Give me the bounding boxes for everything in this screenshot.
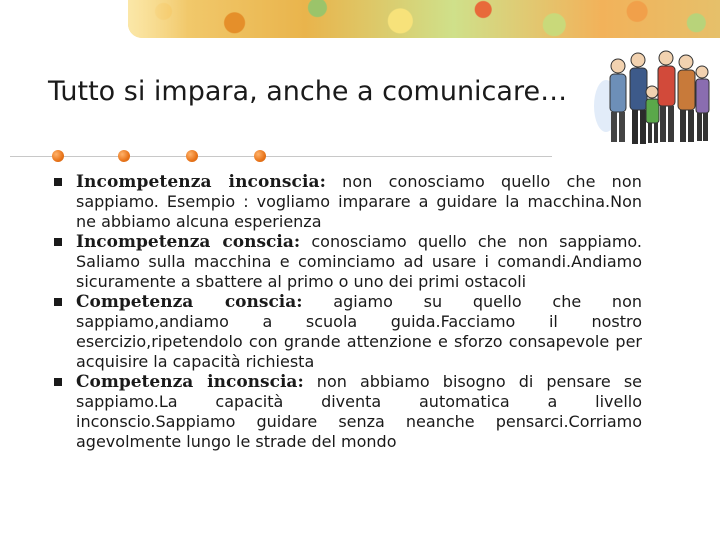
item-text-line1: conosciamo quello che non sappiamo. xyxy=(300,232,642,251)
item-text-line1: non abbiamo bisogno di pensare se xyxy=(303,372,642,391)
square-bullet-icon xyxy=(54,178,62,186)
item-text: sappiamo.La capacità diventa automatica a livello inconscio.Sappiamo guidare senza neanche pensarci.Corriamo agevolmente lungo le strade del mondo xyxy=(76,392,642,451)
divider-dot xyxy=(254,150,266,162)
divider-dot xyxy=(52,150,64,162)
slide-title: Tutto si impara, anche a comunicare… xyxy=(48,76,568,107)
bullet-list xyxy=(50,172,642,452)
square-bullet-icon xyxy=(54,298,62,306)
people-group-clipart-icon xyxy=(592,44,712,152)
item-text: Saliamo sulla macchina e cominciamo ad usare i comandi.Andiamo sicuramente a sbattere al primo o uno dei primi ostacoli xyxy=(76,252,642,291)
square-bullet-icon xyxy=(54,378,62,386)
item-term: Incompetenza conscia: xyxy=(76,232,301,252)
item-term: Competenza inconscia: xyxy=(76,372,304,392)
title-divider xyxy=(10,156,552,157)
list-item xyxy=(50,292,642,372)
item-text: sappiamo,andiamo a scuola guida.Facciamo il nostro esercizio,ripetendolo con grande attenzione e sforzo consapevole per acquisire la capacità richiesta xyxy=(76,312,642,371)
item-term: Competenza conscia: xyxy=(76,292,303,312)
item-text: sappiamo. Esempio : vogliamo imparare a guidare la macchina.Non ne abbiamo alcuna esperienza xyxy=(76,192,642,231)
header-banner-decoration xyxy=(128,0,720,38)
square-bullet-icon xyxy=(54,238,62,246)
divider-dot xyxy=(118,150,130,162)
list-item xyxy=(50,232,642,292)
list-item xyxy=(50,172,642,232)
item-term: Incompetenza inconscia: xyxy=(76,172,327,192)
header-banner-fade xyxy=(128,0,188,38)
divider-dot xyxy=(186,150,198,162)
list-item xyxy=(50,372,642,452)
item-text-line1: agiamo su quello che non xyxy=(302,292,642,311)
item-text-line1: non conosciamo quello che non xyxy=(326,172,642,191)
